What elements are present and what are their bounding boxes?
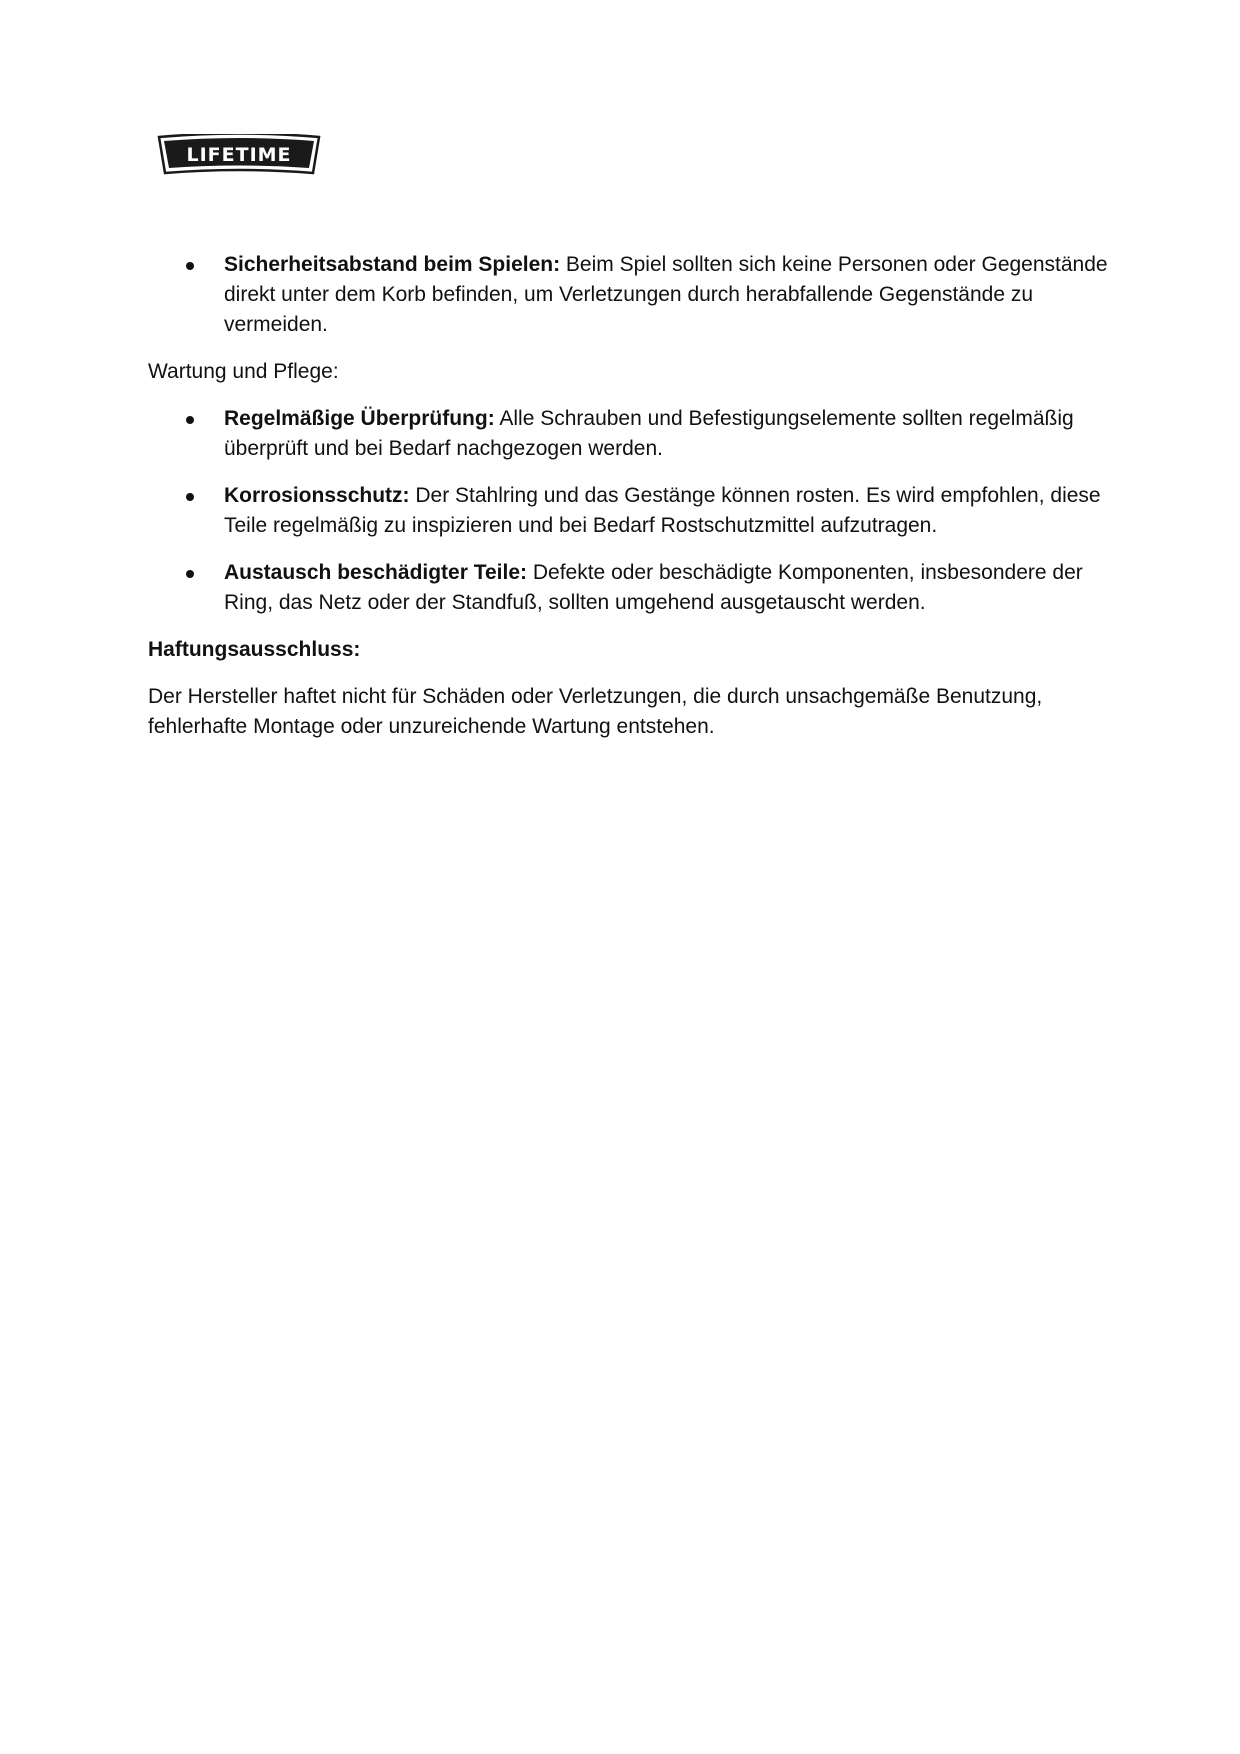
bullet-icon: [186, 493, 194, 501]
maintenance-bullet-list: [148, 404, 1108, 618]
maintenance-title: Wartung und Pflege:: [148, 360, 339, 383]
bullet-text: Beim Spiel sollten sich keine Personen oder Gegenstände direkt unter dem Korb befinden, um Verletzungen durch herabfallende Gegenstände zu vermeiden.: [224, 253, 1108, 336]
bullet-label: Sicherheitsabstand beim Spielen:: [224, 253, 561, 276]
bullet-icon: [186, 570, 194, 578]
bullet-label: Austausch beschädigter Teile:: [224, 561, 528, 584]
bullet-text: Alle Schrauben und Befestigungselemente sollten regelmäßig überprüft und bei Bedarf nachgezogen werden.: [224, 407, 1074, 460]
bullet-icon: [186, 262, 194, 270]
svg-text:LIFETIME: LIFETIME: [186, 144, 292, 166]
document-body: [148, 250, 1108, 759]
list-item: [148, 404, 1108, 464]
bullet-label: Regelmäßige Überprüfung:: [224, 407, 495, 430]
disclaimer-title: Haftungsausschluss:: [148, 638, 361, 661]
list-item: [148, 481, 1108, 541]
bullet-text: Defekte oder beschädigte Komponenten, insbesondere der Ring, das Netz oder der Standfuß, sollten umgehend ausgetauscht werden.: [224, 561, 1083, 614]
bullet-icon: [186, 416, 194, 424]
bullet-label: Korrosionsschutz:: [224, 484, 410, 507]
lifetime-logo-icon: [156, 134, 322, 176]
list-item: [148, 250, 1108, 340]
intro-bullet-list: [148, 250, 1108, 340]
bullet-text: Der Stahlring und das Gestänge können rosten. Es wird empfohlen, diese Teile regelmäßig zu inspizieren und bei Bedarf Rostschutzmittel aufzutragen.: [224, 484, 1101, 537]
list-item: [148, 558, 1108, 618]
disclaimer-text: Der Hersteller haftet nicht für Schäden oder Verletzungen, die durch unsachgemäße Benutzung, fehlerhafte Montage oder unzureichende Wartung entstehen.: [148, 685, 1043, 738]
lifetime-logo: [156, 134, 322, 176]
